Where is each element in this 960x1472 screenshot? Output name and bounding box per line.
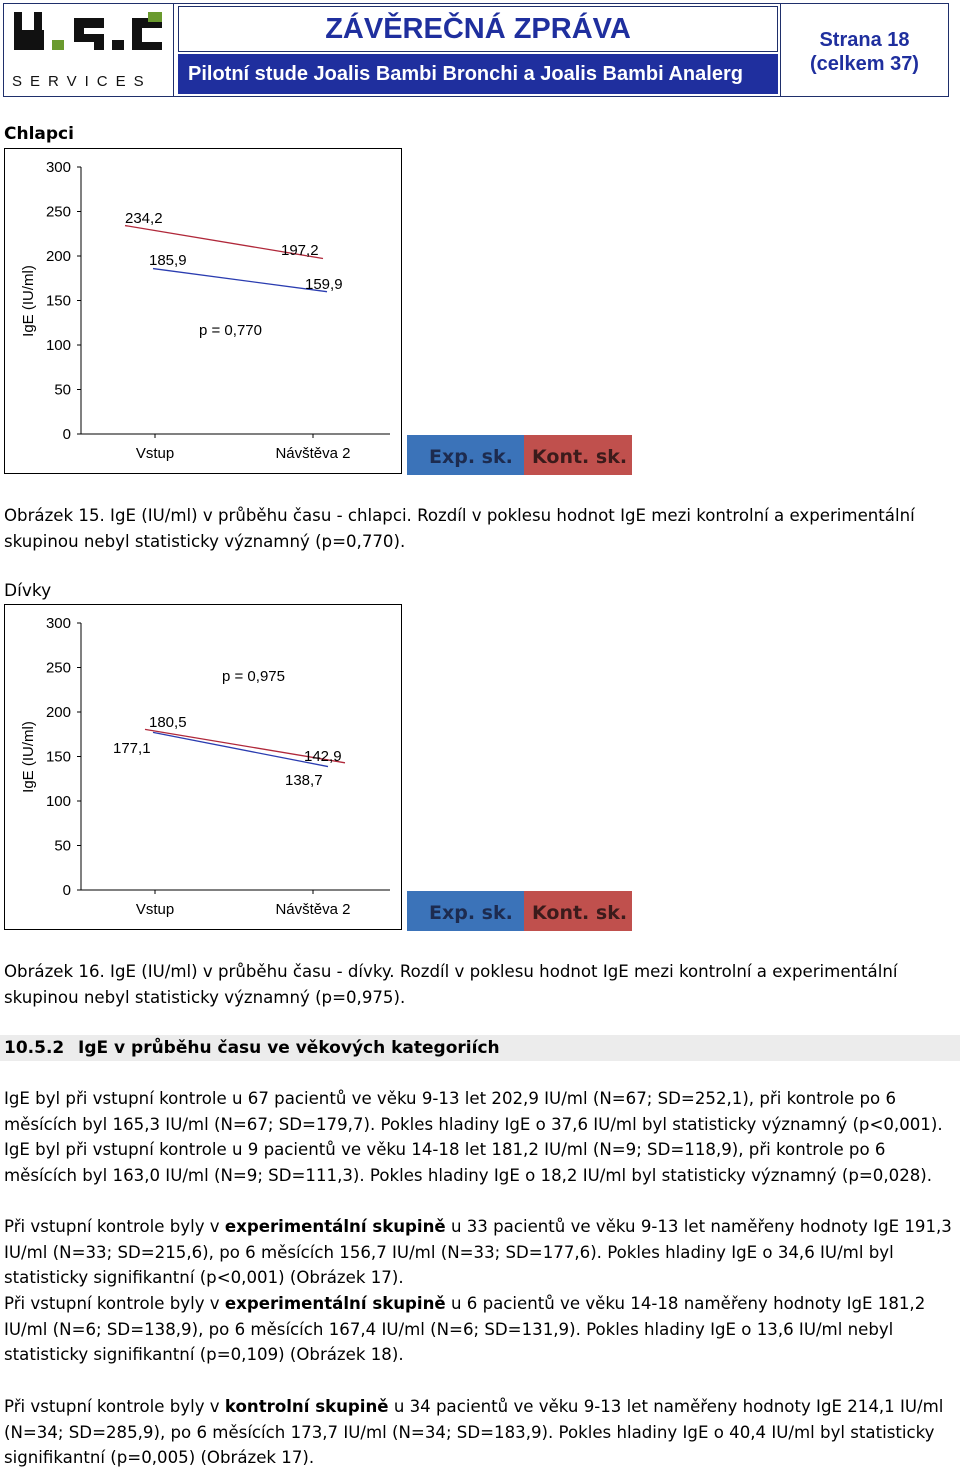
p3-line2: IU/ml (N=6; SD=138,9), po 6 měsících 167,4 IU/ml (N=6; SD=131,9). Pokles hladiny IgE o 13,6 IU/ml nebyl — [4, 1319, 894, 1339]
p3-pre: Při vstupní kontrole byly v — [4, 1294, 225, 1313]
page-number — [780, 4, 948, 96]
p4-post: u 34 pacientů ve věku 9-13 let naměřeny hodnoty IgE 214,1 IU/ml — [388, 1397, 944, 1416]
p1-line4: měsících byl 163,0 IU/ml (N=9; SD=111,3). Pokles hladiny IgE o 18,2 IU/ml byl statisticky významný (p=0,028). — [4, 1165, 933, 1185]
y-tick-label: 300 — [45, 615, 71, 632]
y-tick-label: 150 — [45, 292, 71, 310]
p4-line3: signifikantní (p=0,005) (Obrázek 17). — [4, 1448, 315, 1468]
chart2-legend — [407, 891, 632, 931]
section-title: IgE v průběhu času ve věkových kategoriích — [78, 1038, 500, 1058]
header-title-area — [176, 4, 780, 96]
section-heading-bar — [0, 1035, 960, 1061]
legend-exp: Exp. sk. — [407, 891, 524, 931]
p1-line1: IgE byl při vstupní kontrole u 67 pacientů ve věku 9-13 let 202,9 IU/ml (N=67; SD=252,1), při kontrole po 6 — [4, 1089, 897, 1108]
chart1-caption-line1: Obrázek 15. IgE (IU/ml) v průběhu času - chlapci. Rozdíl v poklesu hodnot IgE mezi kontrolní a experimentální — [4, 506, 915, 525]
p1-line2: měsících byl 165,3 IU/ml (N=67; SD=179,7). Pokles hladiny IgE o 37,6 IU/ml byl statisticky významný (p<0,001). — [4, 1114, 943, 1134]
data-label: 185,9 — [149, 252, 187, 269]
dsc-logo-icon — [4, 4, 172, 96]
chart2-heading: Dívky — [4, 581, 52, 601]
report-subtitle: Pilotní stude Joalis Bambi Bronchi a Joalis Bambi Analerg — [178, 54, 778, 94]
y-tick-label: 100 — [45, 793, 71, 810]
chart2-caption-line1: Obrázek 16. IgE (IU/ml) v průběhu času - dívky. Rozdíl v poklesu hodnot IgE mezi kontrolní a experimentální — [4, 962, 898, 981]
report-header — [3, 3, 949, 97]
legend-kont: Kont. sk. — [524, 435, 632, 475]
y-tick-label: 0 — [62, 426, 71, 443]
data-label: 177,1 — [113, 740, 151, 757]
paragraph-kont-9-13 — [4, 1394, 956, 1471]
chart2-caption — [4, 959, 956, 1011]
x-tick-label: Návštěva 2 — [275, 445, 351, 462]
y-tick-label: 150 — [45, 748, 71, 766]
paragraph-age-groups — [4, 1086, 956, 1188]
chart1-legend — [407, 435, 632, 475]
paragraph-exp-14-18 — [4, 1291, 956, 1368]
p1-line3: IgE byl při vstupní kontrole u 9 pacientů ve věku 14-18 let 181,2 IU/ml (N=9; SD=118,9), při kontrole po 6 — [4, 1140, 886, 1160]
paragraph-exp-9-13 — [4, 1214, 956, 1291]
x-tick-label: Vstup — [135, 445, 175, 462]
p-value-annotation: p = 0,975 — [222, 668, 285, 685]
chart1-caption-line2: skupinou nebyl statisticky významný (p=0,770). — [4, 532, 406, 551]
data-label: 197,2 — [281, 242, 319, 259]
y-tick-label: 200 — [45, 704, 71, 721]
p4-pre: Při vstupní kontrole byly v — [4, 1397, 225, 1416]
y-tick-label: 250 — [45, 203, 71, 221]
chart2-caption-line2: skupinou nebyl statisticky významný (p=0,975). — [4, 988, 406, 1007]
svg-text:SERVICES: SERVICES — [12, 73, 152, 90]
report-title: ZÁVĚREČNÁ ZPRÁVA — [178, 6, 778, 52]
data-label: 159,9 — [305, 276, 343, 293]
page-current: Strana 18 — [819, 29, 910, 51]
legend-exp: Exp. sk. — [407, 435, 524, 475]
p4-line1 — [4, 1394, 956, 1420]
p3-post: u 6 pacientů ve věku 14-18 naměřeny hodnoty IgE 181,2 — [445, 1294, 926, 1313]
chart1-frame — [4, 148, 402, 474]
p4-line2: (N=34; SD=285,9), po 6 měsících 173,7 IU/ml (N=34; SD=183,9). Pokles hladiny IgE o 40,4 IU/ml byl statisticky — [4, 1422, 935, 1442]
y-tick-label: 300 — [45, 159, 71, 176]
x-tick-label: Vstup — [135, 901, 175, 918]
series-line-exp — [153, 732, 328, 766]
y-tick-label: 200 — [45, 248, 71, 265]
chart1-heading: Chlapci — [4, 124, 74, 144]
y-tick-label: 100 — [45, 337, 71, 354]
y-tick-label: 0 — [62, 882, 71, 899]
data-label: 142,9 — [304, 748, 342, 765]
y-tick-label: 50 — [54, 837, 71, 855]
p2-post: u 33 pacientů ve věku 9-13 let naměřeny hodnoty IgE 191,3 — [445, 1217, 952, 1236]
p-value-annotation: p = 0,770 — [199, 322, 262, 339]
p2-line1 — [4, 1214, 956, 1240]
p4-bold: kontrolní skupině — [224, 1397, 389, 1416]
p3-line3: statisticky signifikantní (p=0,109) (Obrázek 18). — [4, 1345, 404, 1365]
data-label: 234,2 — [125, 210, 163, 227]
y-tick-label: 50 — [54, 381, 71, 399]
chart1-plot — [5, 149, 401, 473]
p2-line2: IU/ml (N=33; SD=215,6), po 6 měsících 156,7 IU/ml (N=33; SD=177,6). Pokles hladiny IgE o 34,6 IU/ml byl — [4, 1242, 894, 1262]
legend-kont: Kont. sk. — [524, 891, 632, 931]
chart2-plot — [5, 605, 401, 929]
p3-line1 — [4, 1291, 956, 1317]
chart2-frame — [4, 604, 402, 930]
page-total: (celkem 37) — [810, 53, 919, 75]
chart1-caption — [4, 503, 956, 555]
data-label: 180,5 — [149, 714, 187, 731]
x-tick-label: Návštěva 2 — [275, 901, 351, 918]
section-number: 10.5.2 — [4, 1038, 65, 1058]
series-line-exp — [153, 269, 327, 292]
p3-bold: experimentální skupině — [224, 1294, 446, 1313]
company-logo — [4, 4, 174, 96]
y-axis-label: IgE (IU/ml) — [20, 721, 37, 793]
p2-line3: statisticky signifikantní (p<0,001) (Obrázek 17). — [4, 1268, 404, 1288]
p2-pre: Při vstupní kontrole byly v — [4, 1217, 225, 1236]
y-axis-label: IgE (IU/ml) — [20, 265, 37, 337]
data-label: 138,7 — [285, 772, 323, 789]
p2-bold: experimentální skupině — [224, 1217, 446, 1236]
y-tick-label: 250 — [45, 659, 71, 677]
